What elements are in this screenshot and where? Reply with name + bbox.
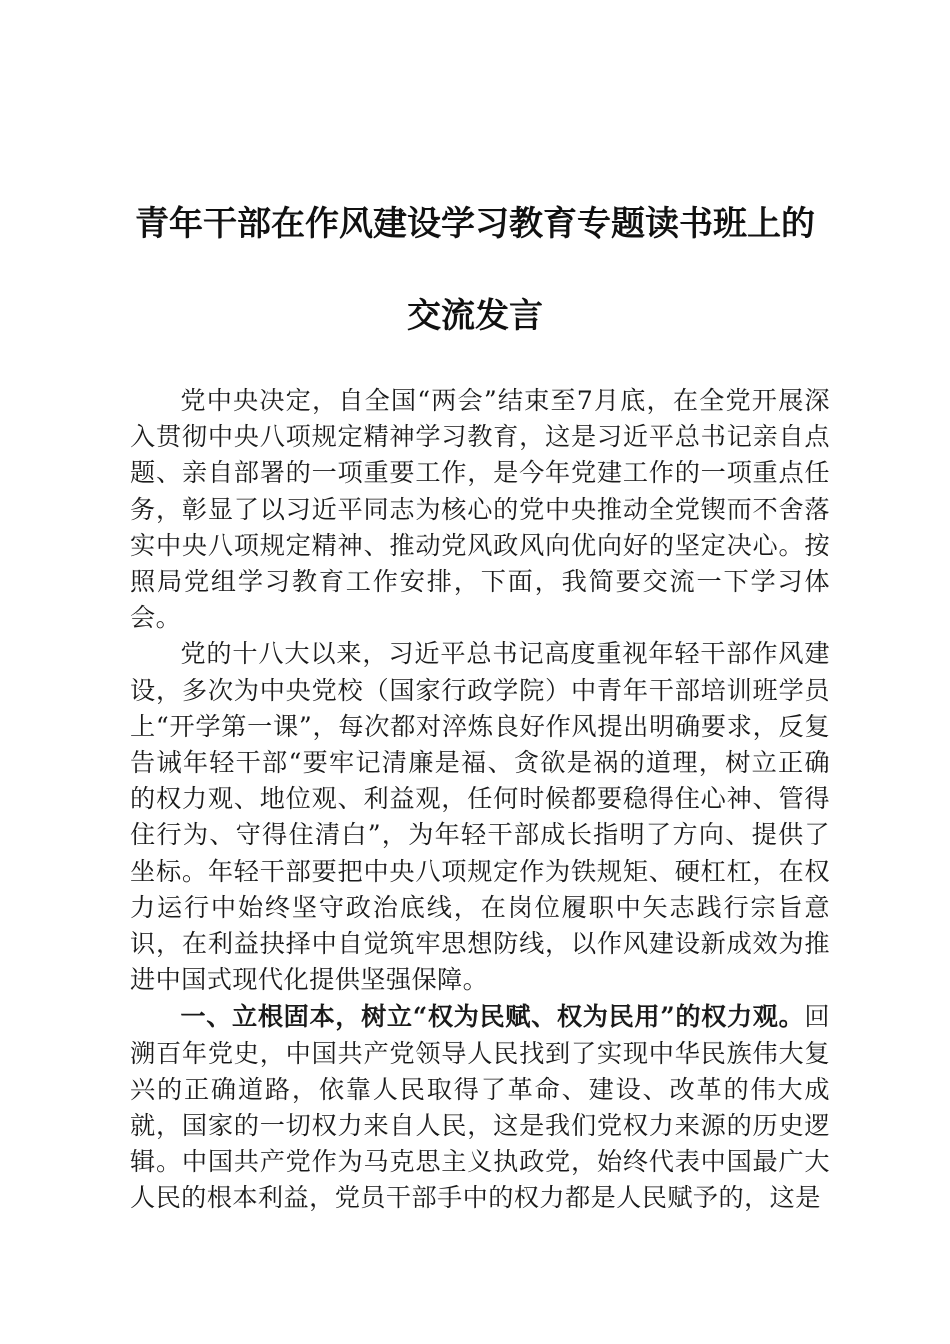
section-1-text: 回溯百年党史，中国共产党领导人民找到了实现中华民族伟大复兴的正确道路，依靠人民取得了革命、建设、改革的伟大成就，国家的一切权力来自人民，这是我们党权力来源的历史逻辑。中国共产党作为马克思主义执政党，始终代表中国最广大人民的根本利益，党员干部手中的权力都是人民赋予的，这是 [130,1002,830,1213]
section-1-paragraph [130,998,830,1216]
paragraph-1: 党中央决定，自全国“两会”结束至7月底，在全党开展深入贯彻中央八项规定精神学习教育，这是习近平总书记亲自点题、亲自部署的一项重要工作，是今年党建工作的一项重点任务，彰显了以习近平同志为核心的党中央推动全党锲而不舍落实中央八项规定精神、推动党风政风向优向好的坚定决心。按照局党组学习教育工作安排，下面，我简要交流一下学习体会。 [130,386,830,633]
paragraph-2: 党的十八大以来，习近平总书记高度重视年轻干部作风建设，多次为中央党校（国家行政学院）中青年干部培训班学员上“开学第一课”，每次都对淬炼良好作风提出明确要求，反复告诫年轻干部“要牢记清廉是福、贪欲是祸的道理，树立正确的权力观、地位观、利益观，任何时候都要稳得住心神、管得住行为、守得住清白”，为年轻干部成长指明了方向、提供了坐标。年轻干部要把中央八项规定作为铁规矩、硬杠杠，在权力运行中始终坚守政治底线，在岗位履职中矢志践行宗旨意识，在利益抉择中自觉筑牢思想防线，以作风建设新成效为推进中国式现代化提供坚强保障。 [130,639,830,995]
document-title-line-2: 交流发言 [407,296,543,336]
document-title-line-1: 青年干部在作风建设学习教育专题读书班上的 [135,204,815,244]
section-1-heading: 一、立根固本，树立“权为民赋、权为民用”的权力观。 [180,1001,805,1032]
document-body [130,383,830,1217]
